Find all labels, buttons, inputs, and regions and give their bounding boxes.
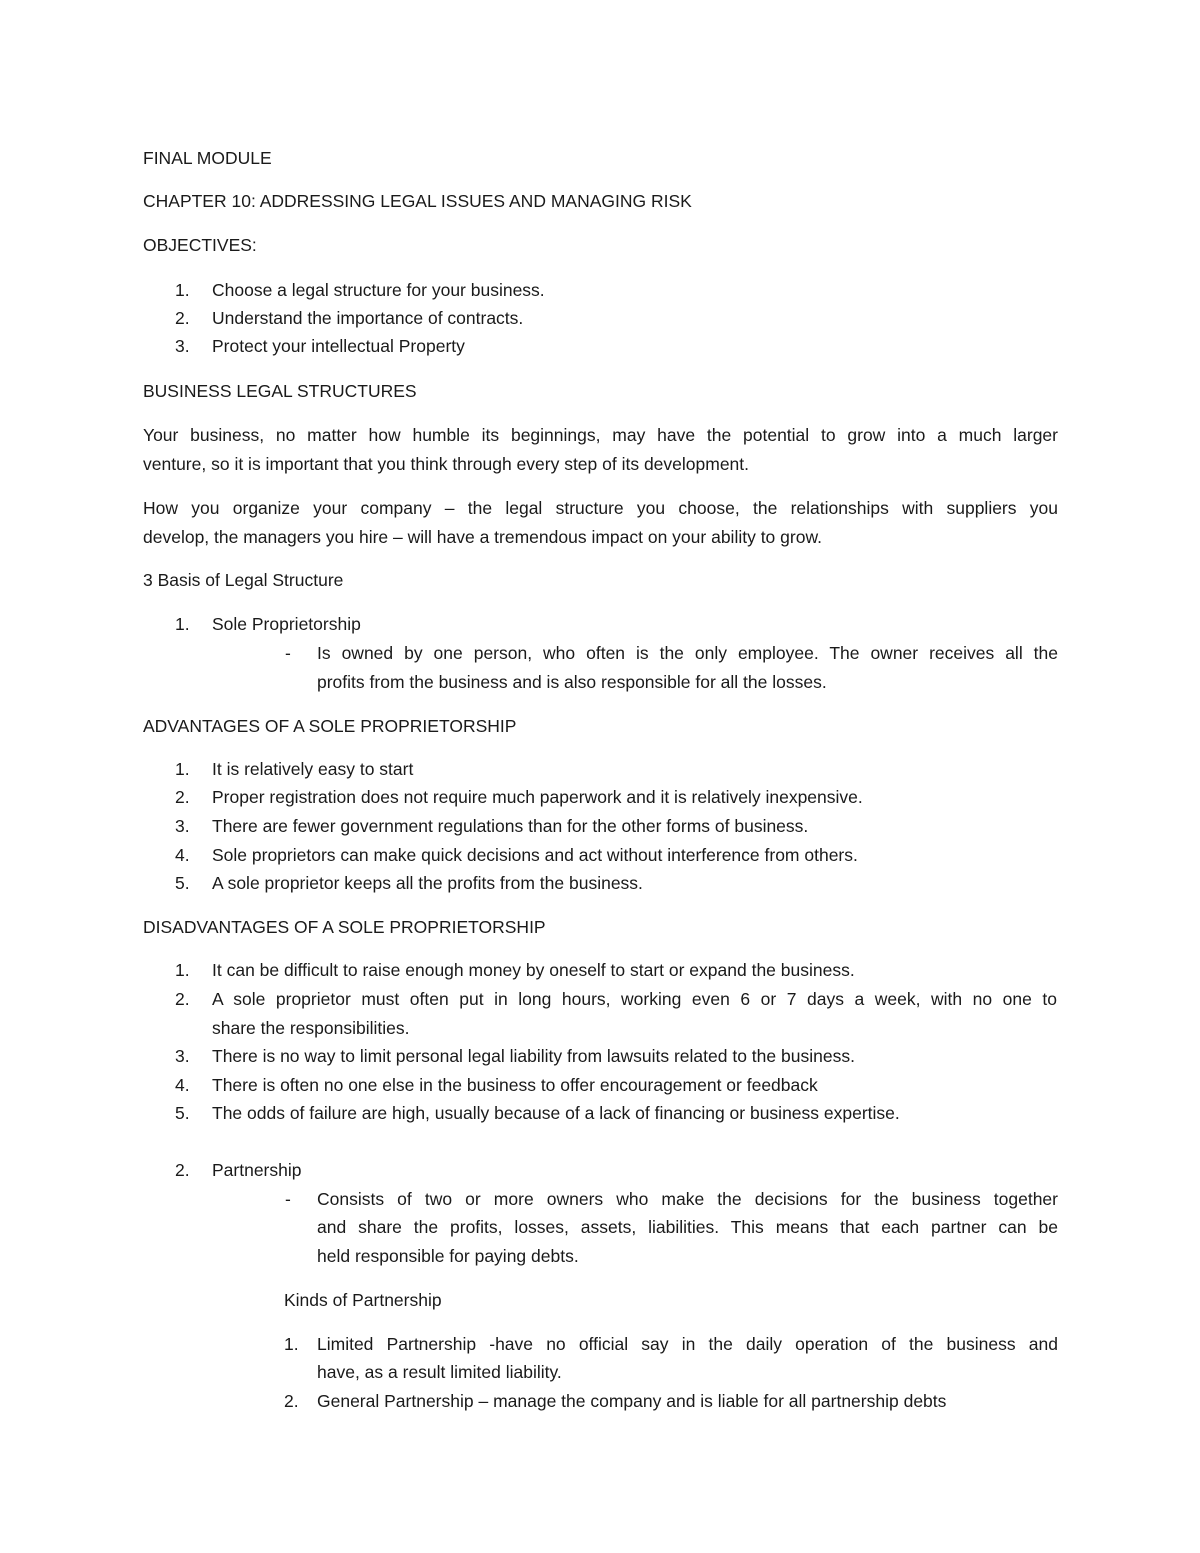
list-text: The odds of failure are high, usually because of a lack of financing or business expertise. — [212, 1103, 900, 1123]
paragraph-line: Your business, no matter how humble its beginnings, may have the potential to grow into a much larger — [143, 425, 1058, 445]
list-number: 1. — [175, 280, 190, 300]
list-number: 1. — [175, 960, 190, 980]
definition-line: Is owned by one person, who often is the only employee. The owner receives all the — [317, 643, 1058, 663]
list-text: Limited Partnership -have no official say in the daily operation of the business and — [317, 1334, 1058, 1354]
list-number: 5. — [175, 1103, 190, 1123]
chapter-title: CHAPTER 10: ADDRESSING LEGAL ISSUES AND MANAGING RISK — [143, 191, 692, 211]
list-text: There are fewer government regulations than for the other forms of business. — [212, 816, 809, 836]
definition-line: Consists of two or more owners who make the decisions for the business together — [317, 1189, 1058, 1209]
list-number: 1. — [175, 759, 190, 779]
dash-bullet: - — [285, 1189, 291, 1209]
list-number: 2. — [284, 1391, 299, 1411]
sole-proprietorship-title: Sole Proprietorship — [212, 614, 361, 634]
list-number: 2. — [175, 787, 190, 807]
list-number: 1. — [175, 614, 190, 634]
paragraph-line: How you organize your company – the legal structure you choose, the relationships with suppliers you — [143, 498, 1058, 518]
list-number: 5. — [175, 873, 190, 893]
legal-structures-heading: BUSINESS LEGAL STRUCTURES — [143, 381, 417, 401]
kinds-heading: Kinds of Partnership — [284, 1290, 442, 1310]
list-text: Understand the importance of contracts. — [212, 308, 524, 328]
paragraph-line: develop, the managers you hire – will have a tremendous impact on your ability to grow. — [143, 527, 822, 547]
list-text: Proper registration does not require much paperwork and it is relatively inexpensive. — [212, 787, 863, 807]
objectives-heading: OBJECTIVES: — [143, 235, 257, 255]
list-text: Sole proprietors can make quick decisions and act without interference from others. — [212, 845, 858, 865]
advantages-heading: ADVANTAGES OF A SOLE PROPRIETORSHIP — [143, 716, 517, 736]
list-text: There is no way to limit personal legal liability from lawsuits related to the business. — [212, 1046, 855, 1066]
list-text: Choose a legal structure for your business. — [212, 280, 545, 300]
list-text: It can be difficult to raise enough money by oneself to start or expand the business. — [212, 960, 855, 980]
list-number: 3. — [175, 816, 190, 836]
list-text: General Partnership – manage the company and is liable for all partnership debts — [317, 1391, 947, 1411]
disadvantages-heading: DISADVANTAGES OF A SOLE PROPRIETORSHIP — [143, 917, 546, 937]
list-number: 3. — [175, 336, 190, 356]
definition-line: held responsible for paying debts. — [317, 1246, 579, 1266]
list-number: 3. — [175, 1046, 190, 1066]
paragraph-line: venture, so it is important that you think through every step of its development. — [143, 454, 750, 474]
list-number: 1. — [284, 1334, 299, 1354]
definition-line: and share the profits, losses, assets, liabilities. This means that each partner can be — [317, 1217, 1058, 1237]
list-number: 4. — [175, 845, 190, 865]
list-text-continued: share the responsibilities. — [212, 1018, 410, 1038]
list-number: 2. — [175, 308, 190, 328]
basis-heading: 3 Basis of Legal Structure — [143, 570, 344, 590]
module-title: FINAL MODULE — [143, 148, 272, 168]
list-text: There is often no one else in the business to offer encouragement or feedback — [212, 1075, 818, 1095]
list-text: A sole proprietor must often put in long hours, working even 6 or 7 days a week, with no one to — [212, 989, 1057, 1009]
definition-line: profits from the business and is also responsible for all the losses. — [317, 672, 827, 692]
list-text: It is relatively easy to start — [212, 759, 414, 779]
list-text-continued: have, as a result limited liability. — [317, 1362, 562, 1382]
list-number: 2. — [175, 1160, 190, 1180]
list-number: 4. — [175, 1075, 190, 1095]
dash-bullet: - — [285, 643, 291, 663]
list-text: A sole proprietor keeps all the profits from the business. — [212, 873, 643, 893]
partnership-title: Partnership — [212, 1160, 302, 1180]
list-number: 2. — [175, 989, 190, 1009]
list-text: Protect your intellectual Property — [212, 336, 465, 356]
